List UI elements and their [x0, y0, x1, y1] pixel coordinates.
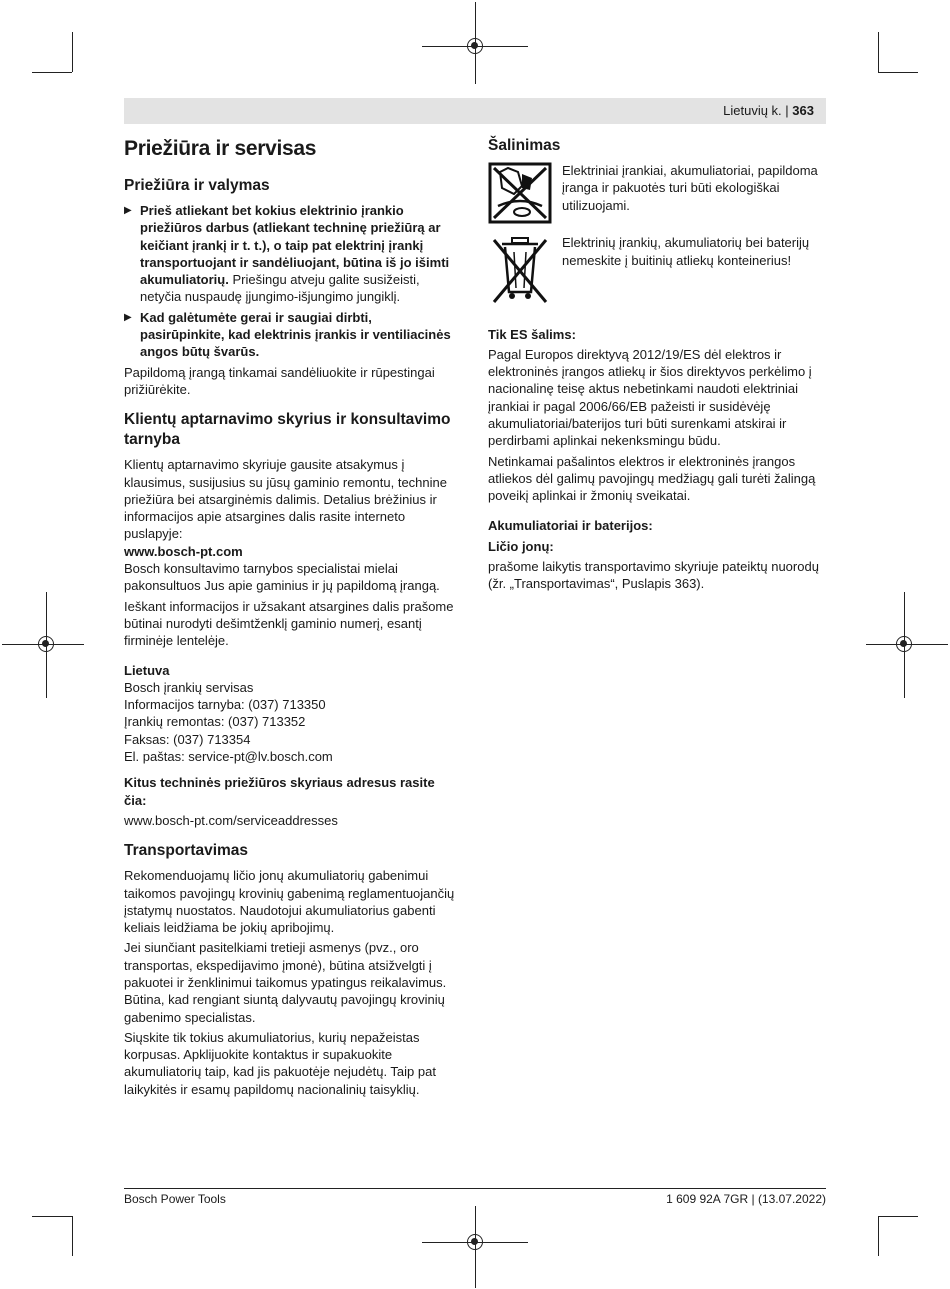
- footer-brand: Bosch Power Tools: [124, 1192, 226, 1206]
- paragraph: prašome laikytis transportavimo skyriuje pateiktų nuorodų (žr. „Transportavimas“, Puslapis 363).: [488, 559, 819, 592]
- service-heading: Klientų aptarnavimo skyrius ir konsultavimo tarnyba: [124, 411, 451, 449]
- transport-heading: Transportavimas: [124, 842, 249, 860]
- paragraph: Rekomenduojamų ličio jonų akumuliatorių gabenimui taikomos pavojingų krovinių gabenimą reglamentuojančių įstatymų nuostatos. Naudotojui akumuliatorius gabenti keliais leidžiama be jokių apribojimų.: [124, 868, 455, 936]
- crop-mark: [878, 1216, 879, 1256]
- disposal-text: Elektriniai įrankiai, akumuliatoriai, papildoma įranga ir pakuotės turi būti ekologiškai utilizuojami.: [562, 163, 818, 213]
- maintenance-heading: Priežiūra ir valymas: [124, 177, 270, 194]
- crop-mark: [878, 72, 918, 73]
- disposal-text: Elektrinių įrankių, akumuliatorių bei baterijų nemeskite į buitinių atliekų konteinerius!: [562, 235, 810, 268]
- battery-heading: Akumuliatoriai ir baterijos:: [488, 517, 653, 533]
- bullet-text: Priešingu atveju galite susižeisti, netyčia nuspaudę įjungimo-išjungimo jungiklį.: [140, 272, 420, 305]
- bullet-bold-text: Kad galėtumėte gerai ir saugiai dirbti, pasirūpinkite, kad elektrinis įrankis ir ventiliacinės angos būtų švarūs.: [140, 309, 451, 360]
- left-column: [124, 136, 460, 1101]
- service-url[interactable]: www.bosch-pt.com: [124, 543, 243, 559]
- disposal-row: [488, 162, 826, 228]
- header-section: Lietuvių k.: [723, 103, 782, 118]
- right-column: [488, 136, 826, 596]
- crop-mark: [72, 32, 73, 72]
- crop-mark: [878, 32, 879, 72]
- paragraph: Siųskite tik tokius akumuliatorius, kurių nepažeistas korpusas. Apklijuokite kontaktus ir supakuokite akumuliatorių taip, kad jis pakuotėje nejudėtų. Taip pat laikykitės ir esamų papildomų nacionalinių taisyklių.: [124, 1029, 436, 1097]
- crossed-bin-icon: [488, 234, 554, 310]
- contact-line: El. paštas: service-pt@lv.bosch.com: [124, 749, 333, 765]
- country-heading: Lietuva: [124, 662, 170, 678]
- contact-line: Bosch įrankių servisas: [124, 679, 254, 695]
- paragraph: Pagal Europos direktyvą 2012/19/ES dėl elektros ir elektroninės įrangos atliekų ir šios direktyvos perkėlimo į nacionalinę teisę aktus nebetinkami naudoti elektriniai įrankiai ir pagal 2006/66/EB pažeisti ir susidėvėję akumuliatoriai/baterijos turi būti surenkami atskirai ir perdirbami aplinkai nekenksmingu būdu.: [488, 346, 812, 449]
- registration-mark-icon: [896, 636, 912, 652]
- contact-line: Įrankių remontas: (037) 713352: [124, 714, 306, 730]
- other-service-heading: Kitus techninės priežiūros skyriaus adresus rasite čia:: [124, 775, 435, 808]
- contact-line: Faksas: (037) 713354: [124, 731, 251, 747]
- registration-mark-icon: [467, 1234, 483, 1250]
- paragraph: Netinkamai pašalintos elektros ir elektroninės įrangos atliekos dėl galimų pavojingų medžiagų gali turėti žalingą poveikį aplinkai ir žmonių sveikatai.: [488, 453, 816, 504]
- recycling-symbol-icon: [488, 162, 554, 228]
- footer-divider: [124, 1188, 826, 1189]
- paragraph: Klientų aptarnavimo skyriuje gausite atsakymus į klausimus, susijusius su jūsų gaminio remontu, technine priežiūra bei atsarginėmis dalimis. Detalius brėžinius ir informacijos apie atsargines dalis rasite interneto puslapyje:: [124, 457, 447, 542]
- eu-heading: Tik ES šalims:: [488, 326, 576, 342]
- contact-line: Informacijos tarnyba: (037) 713350: [124, 697, 326, 713]
- registration-mark-icon: [38, 636, 54, 652]
- crop-mark: [32, 72, 72, 73]
- page-header: [124, 98, 826, 124]
- service-addresses-url[interactable]: www.bosch-pt.com/serviceaddresses: [124, 812, 338, 828]
- liion-heading: Ličio jonų:: [488, 538, 554, 554]
- header-text: Lietuvių k. | 363: [723, 103, 814, 118]
- registration-mark-icon: [467, 38, 483, 54]
- crop-mark: [878, 1216, 918, 1217]
- footer-docnumber: 1 609 92A 7GR | (13.07.2022): [666, 1192, 826, 1206]
- paragraph: Jei siunčiant pasitelkiami tretieji asmenys (pvz., oro transportas, ekspedijavimo įmonė), būtina atsižvelgti į pakuotei ir ženklinimui taikomus ypatingus reikalavimus. Būtina, kad rengiant siuntą dalyvautų pavojingų krovinių gabenimo specialistas.: [124, 940, 447, 1025]
- page-number: 363: [792, 103, 814, 118]
- warning-bullet: [124, 202, 460, 306]
- warning-bullet: [124, 309, 460, 361]
- page-title: Priežiūra ir servisas: [124, 137, 317, 160]
- bullet-bold-text: Prieš atliekant bet kokius elektrinio įrankio priežiūros darbus (atliekant techninę priežiūrą ar keičiant įrankį ir t. t.), o taip pat elektrinį įrankį transportuojant ir sandėliuojant, būtina iš jo išimti akumuliatorių.: [140, 203, 450, 288]
- crop-mark: [72, 1216, 73, 1256]
- disposal-heading: Šalinimas: [488, 137, 561, 154]
- crop-mark: [32, 1216, 72, 1217]
- disposal-row: [488, 234, 826, 310]
- paragraph: Bosch konsultavimo tarnybos specialistai mielai pakonsultuos Jus apie gaminius ir jų papildomą įrangą.: [124, 561, 440, 594]
- paragraph: Ieškant informacijos ir užsakant atsargines dalis prašome būtinai nurodyti dešimtženklį gaminio numerį, esantį firminėje lentelėje.: [124, 598, 454, 649]
- paragraph: Papildomą įrangą tinkamai sandėliuokite ir rūpestingai prižiūrėkite.: [124, 364, 435, 397]
